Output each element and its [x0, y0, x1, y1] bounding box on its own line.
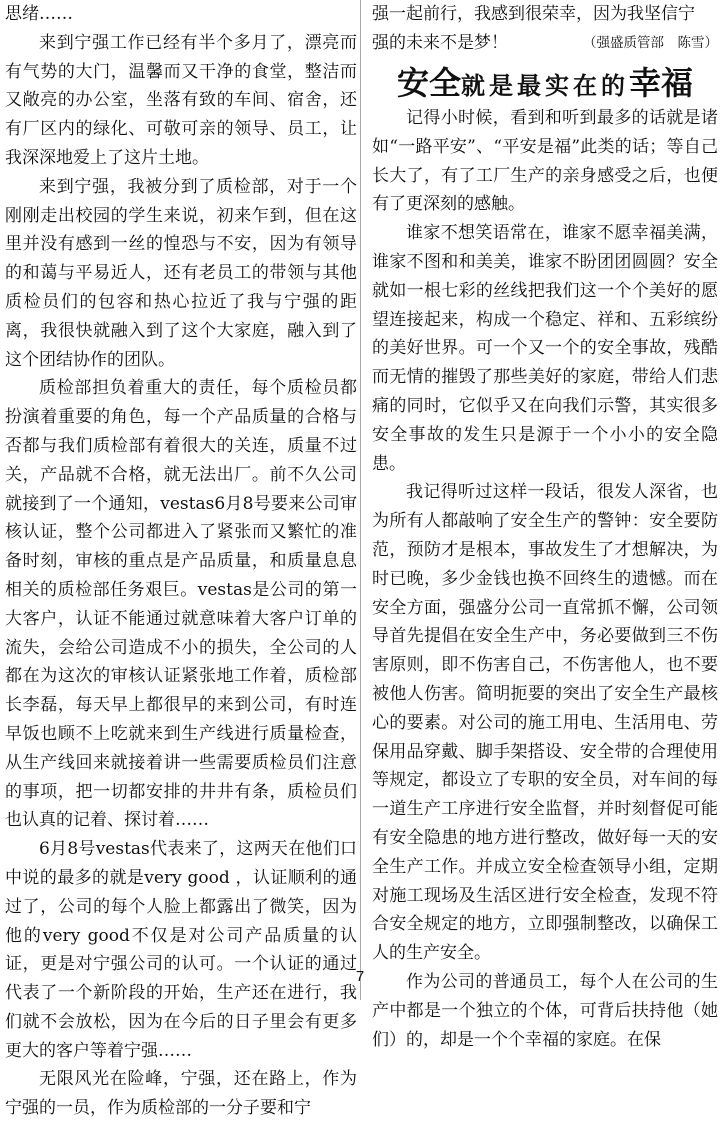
article-title	[372, 58, 718, 102]
author-signature: （强盛质管部 陈雪）	[583, 34, 718, 51]
continuation-line-2	[372, 29, 718, 58]
title-part-1: 安全	[396, 64, 461, 102]
left-paragraph-0: 思绪……	[5, 4, 73, 24]
title-part-2: 就是最实在的	[461, 71, 629, 100]
article-paragraph-1: 谁家不想笑语常在，谁家不愿幸福美满，谁家不图和和美美，谁家不盼团团圆圆？安全就如一根七彩的丝线把我们这一个个美好的愿望连接起来，构成一个稳定、祥和、五彩缤纷的美好世界。可一个又一个的安全事故，残酷而无情的摧毁了那些美好的家庭，带给人们悲痛的同时，它似乎又在向我们示警，其实很多安全事故的发生只是源于一个小小的安全隐患。	[372, 223, 718, 474]
title-part-3: 幸福	[629, 64, 694, 102]
article-body	[372, 104, 718, 1054]
left-paragraph-2: 来到宁强，我被分到了质检部，对于一个刚刚走出校园的学生来说，初来乍到，但在这里并没有感到一丝的惶恐与不安，因为有领导的和蔼与平易近人，还有老员工的带领与其他质检员们的包容和热心拉近了我与宁强的距离，我很快就融入到了这个大家庭，融入到了这个团结协作的团队。	[5, 176, 357, 370]
article-paragraph-3: 作为公司的普通员工，每个人在公司的生产中都是一个独立的个体，可背后扶持他（她们）的，却是一个个幸福的家庭。在保	[372, 971, 718, 1050]
left-paragraph-3: 质检部担负着重大的责任，每个质检员都扮演着重要的角色，每一个产品质量的合格与否都与我们质检部有着很大的关连，质量不过关，产品就不合格，就无法出厂。前不久公司就接到了一个通知，vestas6月8号要来公司审核认证，整个公司都进入了紧张而又繁忙的准备时刻，审核的重点是产品质量，和质量息息相关的质检部任务艰巨。vestas是公司的第一大客户，认证不能通过就意味着大客户订单的流失，会给公司造成不小的损失，全公司的人都在为这次的审核认证紧张地工作着，质检部长李磊，每天早上都很早的来到公司，有时连早饭也顾不上吃就来到生产线进行质量检查，从生产线回来就接着讲一些需要质检员们注意的事项，把一切都安排的井井有条，质检员们也认真的记着、探讨着……	[5, 378, 357, 831]
left-column	[5, 0, 357, 1123]
article-paragraph-2: 我记得听过这样一段话，很发人深省，也为所有人都敲响了安全生产的警钟：安全要防范，预防才是根本，事故发生了才想解决，为时已晚，多少金钱也换不回终生的遗憾。而在安全方面，强盛分公司一直常抓不懈，公司领导首先提倡在安全生产中，务必要做到三不伤害原则，即不伤害自己，不伤害他人，也不要被他人伤害。简明扼要的突出了安全生产最核心的要素。对公司的施工用电、生活用电、劳保用品穿戴、脚手架搭设、安全带的合理使用等规定，都设立了专职的安全员，对车间的每一道生产工序进行安全监督，并时刻督促可能有安全隐患的地方进行整改，做好每一天的安全生产工作。并成立安全检查领导小组，定期对施工现场及生活区进行安全检查，发现不符合安全规定的地方，立即强制整改，以确保工人的生产安全。	[372, 482, 718, 964]
page-number: 7	[355, 968, 365, 985]
right-top-continuation	[372, 0, 718, 58]
continuation-line-1: 强一起前行，我感到很荣幸，因为我坚信宁	[372, 4, 695, 24]
left-paragraph-4: 6月8号vestas代表来了，这两天在他们口中说的最多的就是very good ，认证顺利的通过了，公司的每个人脸上都露出了微笑，因为他的very good不仅是对公司产品质量的认证，更是对宁强公司的认可。一个认证的通过代表了一个新阶段的开始，生产还在进行，我们就不会放松，因为在今后的日子里会有更多更大的客户等着宁强……	[5, 839, 357, 1061]
left-paragraph-5: 无限风光在险峰，宁强，还在路上，作为宁强的一员，作为质检部的一分子要和宁	[5, 1069, 357, 1119]
article-paragraph-0: 记得小时候，看到和听到最多的话就是诸如“一路平安”、“平安是福”此类的话；等自己长大了，有了工厂生产的亲身感受之后，也便有了更深刻的感触。	[372, 108, 718, 215]
column-divider	[360, 0, 361, 1000]
left-paragraph-1: 来到宁强工作已经有半个多月了，漂亮而有气势的大门，温馨而又干净的食堂，整洁而又敞亮的办公室，坐落有致的车间、宿舍，还有厂区内的绿化、可敬可亲的领导、员工，让我深深地爱上了这片土地。	[5, 32, 357, 168]
continuation-text: 强的未来不是梦！	[372, 32, 508, 53]
